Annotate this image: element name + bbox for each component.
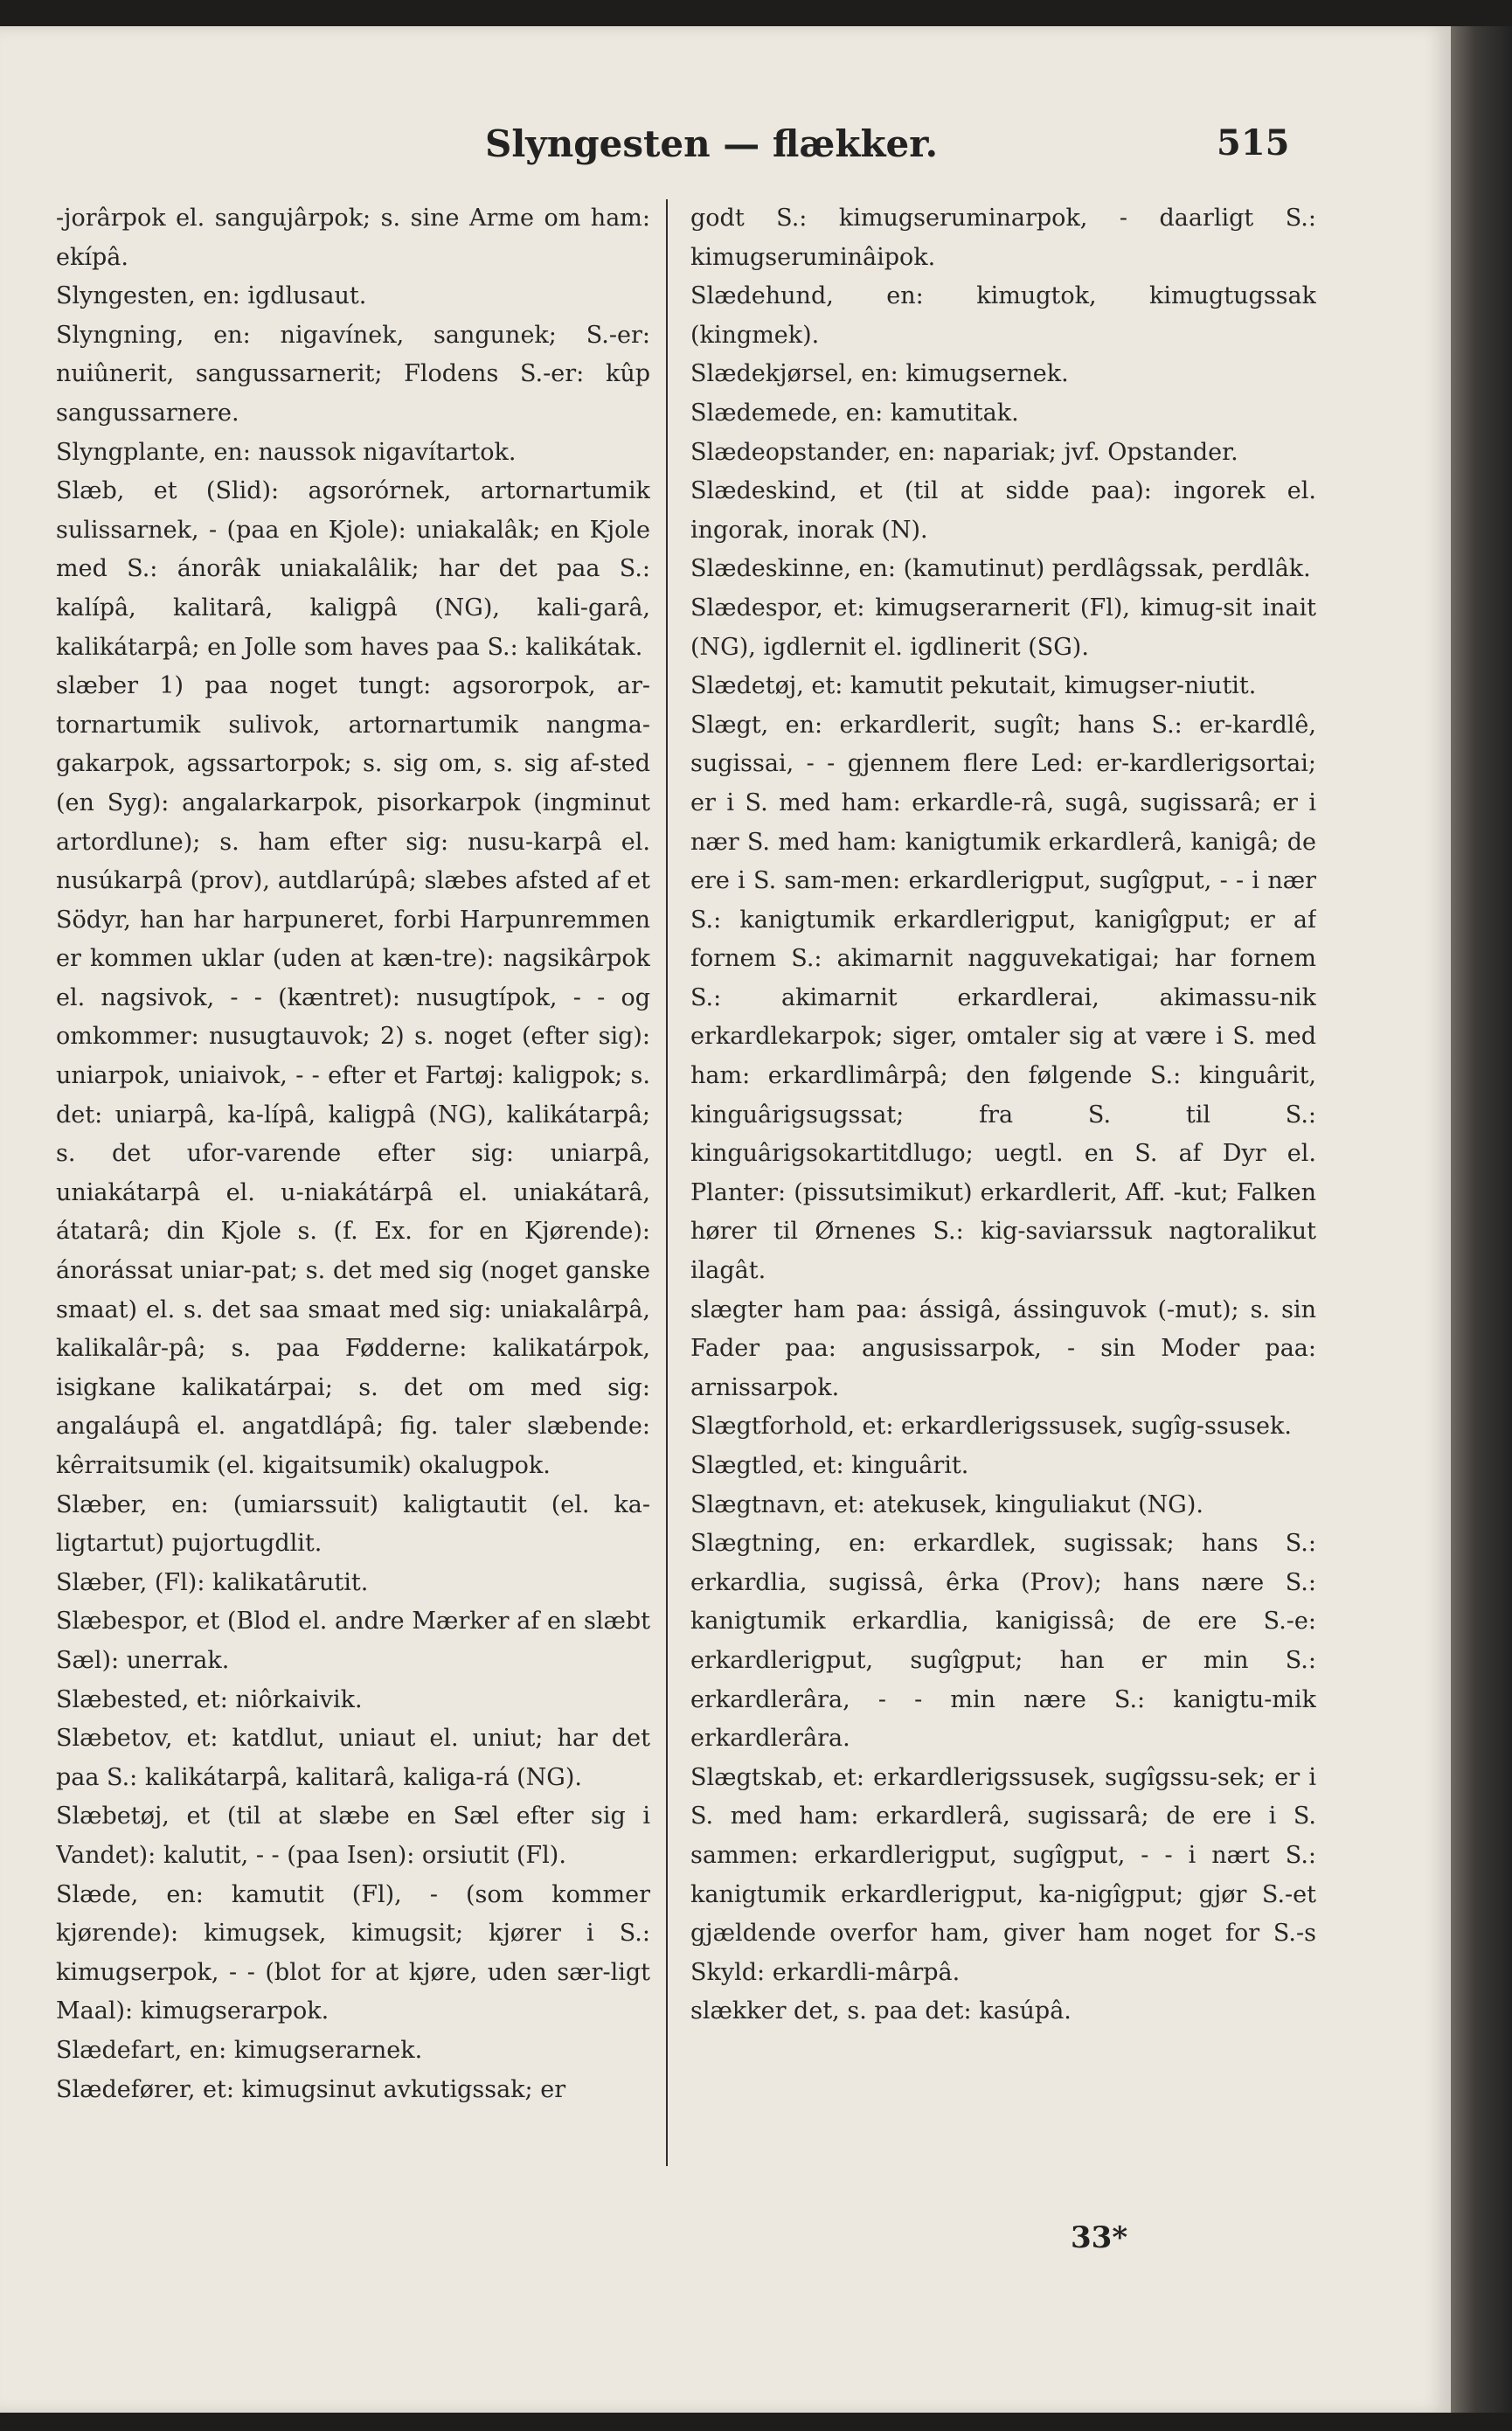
- dictionary-entry: Slædeskind, et (til at sidde paa): ingorek el. ingorak, inorak (N).: [690, 477, 1316, 544]
- dictionary-entry: slæber 1) paa noget tungt: agsororpok, ar-tornartumik sulivok, artornartumik nangma-gakarpok, agssartorpok; s. sig om, s. sig af-sted (en Syg): angalarkarpok, pisorkarpok (ingminut artordlune); s. ham efter sig: nusu-karpâ el. nusúkarpâ (prov), autdlarúpâ; slæbes afsted af et Södyr, han har harpuneret, forbi Harpunremmen er kommen uklar (uden at kæn-tre): nagsikârpok el. nagsivok, - - (kæntret): nusugtípok, - - og omkommer: nusugtauvok; 2) s. noget (efter sig): uniarpok, uniaivok, - - efter et Fartøj: kaligpok; s. det: uniarpâ, ka-lípâ, kaligpâ (NG), kalikátarpâ; s. det ufor-varende efter sig: uniarpâ, uniakátarpâ el. u-niakátárpâ el. uniakátarâ, átatarâ; din Kjole s. (f. Ex. for en Kjørende): ánorássat uniar-pat; s. det med sig (noget ganske smaat) el. s. det saa smaat med sig: uniakalârpâ, kalikalâr-pâ; s. paa Fødderne: kalikatárpok, isigkane kalikatárpai; s. det om med sig: angaláupâ el. angatdlápâ; fig. taler slæbende: kêrraitsumik (el. kigaitsumik) okalugpok.: [56, 672, 650, 1479]
- left-column: [56, 199, 650, 2175]
- dictionary-entry: Slæb, et (Slid): agsorórnek, artornartumik sulissarnek, - (paa en Kjole): uniakalâk; en Kjole med S.: ánorâk uniakalâlik; har det paa S.: kalípâ, kalitarâ, kaligpâ (NG), kali-garâ, kalikátarpâ; en Jolle som haves paa S.: kalikátak.: [56, 477, 650, 661]
- right-column: [690, 199, 1316, 2175]
- dictionary-entry: Slyngning, en: nigavínek, sangunek; S.-er: nuiûnerit, sangussarnerit; Flodens S.-er: kûp sangussarnere.: [56, 321, 650, 427]
- page-number: 515: [1217, 122, 1290, 163]
- dictionary-entry: -jorârpok el. sangujârpok; s. sine Arme om ham: ekípâ.: [56, 205, 650, 271]
- dictionary-entry: Slæber, (Fl): kalikatârutit.: [56, 1568, 369, 1596]
- dictionary-entry: Slædeopstander, en: napariak; jvf. Opstander.: [690, 438, 1238, 466]
- dictionary-entry: godt S.: kimugseruminarpok, - daarligt S.: kimugseruminâipok.: [690, 205, 1316, 271]
- dictionary-entry: Slædespor, et: kimugserarnerit (Fl), kimug-sit inait (NG), igdlernit el. igdlinerit (SG).: [690, 594, 1316, 661]
- dictionary-entry: Slægtled, et: kinguârit.: [690, 1452, 969, 1479]
- dictionary-entry: Slyngplante, en: naussok nigavítartok.: [56, 438, 517, 466]
- dictionary-entry: Slædemede, en: kamutitak.: [690, 399, 1019, 427]
- dictionary-entry: Slædefører, et: kimugsinut avkutigssak; er: [56, 2075, 566, 2103]
- dictionary-entry: Slæbested, et: niôrkaivik.: [56, 1685, 363, 1713]
- dictionary-entry: Slæber, en: (umiarssuit) kaligtautit (el. ka-ligtartut) pujortugdlit.: [56, 1490, 650, 1558]
- dictionary-entry: Slægtskab, et: erkardlerigssusek, sugîgssu-sek; er i S. med ham: erkardlerâ, sugissarâ; de ere i S. sammen: erkardlerigput, sugîgput, - - i nært S.: kanigtumik erkardlerigput, ka-nigîgput; gjør S.-et gjældende overfor ham, giver ham noget for S.-s Skyld: erkardli-mârpâ.: [690, 1763, 1316, 1986]
- dictionary-entry: Slædetøj, et: kamutit pekutait, kimugser-niutit.: [690, 672, 1257, 700]
- dictionary-entry: Slægtforhold, et: erkardlerigssusek, sugîg-ssusek.: [690, 1413, 1292, 1441]
- book-binding-edge: [1451, 26, 1512, 2413]
- column-divider: [666, 199, 668, 2166]
- dictionary-entry: Slæde, en: kamutit (Fl), - (som kommer kjørende): kimugsek, kimugsit; kjører i S.: kimugserpok, - - (blot for at kjøre, uden sær-ligt Maal): kimugserarpok.: [56, 1880, 650, 2025]
- dictionary-entry: Slægt, en: erkardlerit, sugît; hans S.: er-kardlê, sugissai, - - gjennem flere Led: er-kardlerigsortai; er i S. med ham: erkardle-râ, sugâ, sugissarâ; er i nær S. med ham: kanigtumik erkardlerâ, kanigâ; de ere i S. sam-men: erkardlerigput, sugîgput, - - i nær S.: kanigtumik erkardlerigput, kanigîgput; er af fornem S.: akimarnit nagguvekatigai; har fornem S.: akimarnit erkardlerai, akimassu-nik erkardlekarpok; siger, omtaler sig at være i S. med ham: erkardlimârpâ; den følgende S.: kinguârit, kinguârigsugssat; fra S. til S.: kinguârigsokartitdlugo; uegtl. en S. af Dyr el. Planter: (pissutsimikut) erkardlerit, Aff. -kut; Falken hører til Ørnenes S.: kig-saviarssuk nagtoralikut ilagât.: [690, 711, 1316, 1285]
- dictionary-entry: Slyngesten, en: igdlusaut.: [56, 282, 367, 310]
- page-header: [0, 105, 1451, 175]
- dictionary-entry: Slægtning, en: erkardlek, sugissak; hans S.: erkardlia, sugissâ, êrka (Prov); hans nære S.: kanigtumik erkardlia, kanigissâ; de ere S.-e: erkardlerigput, sugîgput; han er min S.: erkardlerâra, - - min nære S.: kanigtu-mik erkardlerâra.: [690, 1530, 1316, 1753]
- signature-mark: 33*: [1071, 2220, 1128, 2255]
- dictionary-entry: Slæbetov, et: katdlut, uniaut el. uniut; har det paa S.: kalikátarpâ, kalitarâ, kaliga-rá (NG).: [56, 1725, 650, 1791]
- dictionary-entry: Slædeskinne, en: (kamutinut) perdlâgssak, perdlâk.: [690, 555, 1311, 583]
- dictionary-entry: Slædekjørsel, en: kimugsernek.: [690, 360, 1069, 388]
- dictionary-entry: Slægtnavn, et: atekusek, kinguliakut (NG).: [690, 1490, 1203, 1518]
- running-head: Slyngesten — flækker.: [485, 122, 939, 165]
- dictionary-entry: Slæbetøj, et (til at slæbe en Sæl efter sig i Vandet): kalutit, - - (paa Isen): orsiutit (Fl).: [56, 1802, 650, 1869]
- dictionary-entry: Slædefart, en: kimugserarnek.: [56, 2036, 423, 2064]
- dictionary-entry: Slæbespor, et (Blod el. andre Mærker af en slæbt Sæl): unerrak.: [56, 1608, 650, 1674]
- dictionary-entry: slækker det, s. paa det: kasúpâ.: [690, 1997, 1072, 2025]
- dictionary-entry: Slædehund, en: kimugtok, kimugtugssak (kingmek).: [690, 282, 1316, 349]
- dictionary-entry: slægter ham paa: ássigâ, ássinguvok (-mut); s. sin Fader paa: angusissarpok, - sin Moder paa: arnissarpok.: [690, 1295, 1316, 1401]
